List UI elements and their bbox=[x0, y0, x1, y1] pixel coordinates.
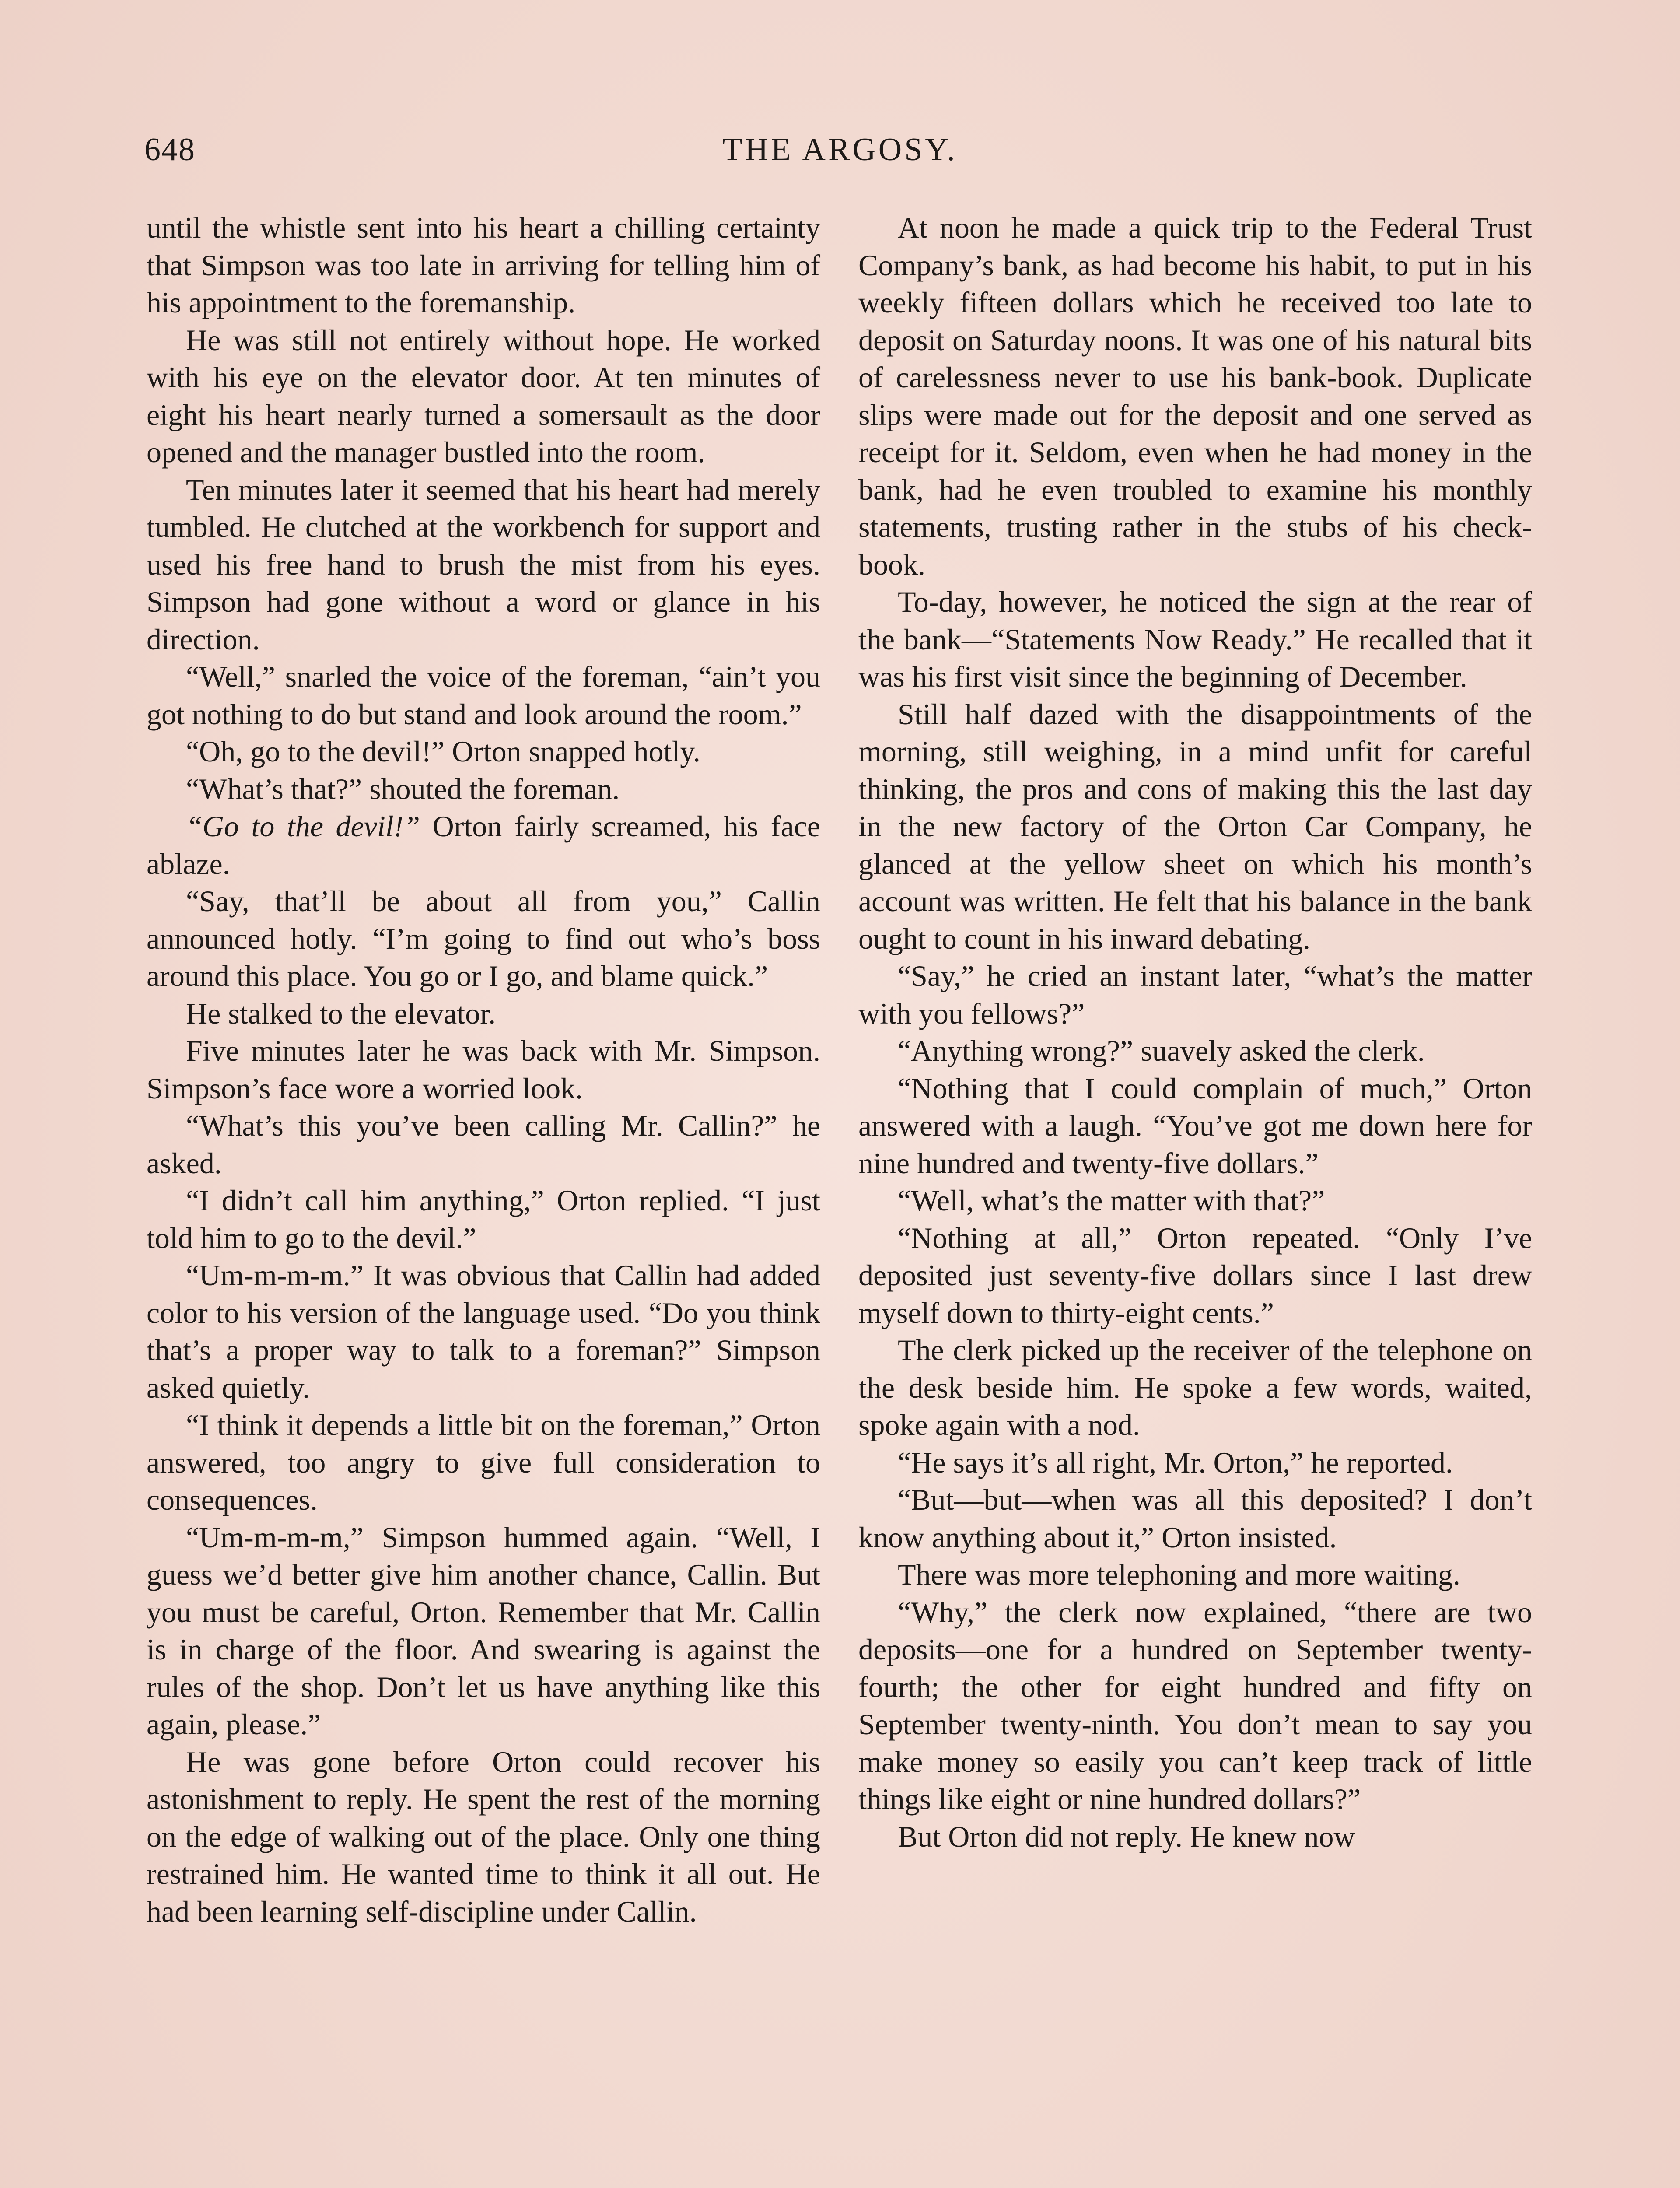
paragraph: “Um-m-m-m.” It was obvious that Callin had added color to his version of the language used. “Do you think that’s a proper way to talk to a foreman?” Simpson asked quietly. bbox=[147, 1259, 820, 1404]
paragraph: “Nothing that I could complain of much,” Orton answered with a laugh. “You’ve got me down here for nine hundred and twenty-five dollars.” bbox=[858, 1071, 1532, 1180]
paragraph: The clerk picked up the receiver of the telephone on the desk beside him. He spoke a few words, waited, spoke again with a nod. bbox=[858, 1333, 1532, 1441]
paragraph: “Well, what’s the matter with that?” bbox=[898, 1184, 1325, 1217]
text-column-left bbox=[147, 209, 820, 1930]
paragraph: At noon he made a quick trip to the Federal Trust Company’s bank, as had become his habit, to put in his weekly fifteen dollars which he received too late to deposit on Saturday noons. It was one of his natural bits of carelessness never to use his bank-book. Duplicate slips were made out for the deposit and one served as receipt for it. Seldom, even when he had money in the bank, had he even troubled to examine his monthly statements, trusting rather in the stubs of his check-book. bbox=[858, 211, 1532, 581]
paragraph: To-day, however, he noticed the sign at the rear of the bank—“Statements Now Ready.” He recalled that it was his first visit since the beginning of December. bbox=[858, 585, 1532, 693]
paragraph: “What’s this you’ve been calling Mr. Callin?” he asked. bbox=[147, 1109, 820, 1180]
paragraph: “Say,” he cried an instant later, “what’s the matter with you fellows?” bbox=[858, 959, 1532, 1030]
paragraph: “Oh, go to the devil!” Orton snapped hotly. bbox=[186, 735, 700, 768]
paragraph: “Um-m-m-m,” Simpson hummed again. “Well, I guess we’d better give him another chance, Callin. But you must be careful, Orton. Remember that Mr. Callin is in charge of the floor. And swearing is against the rules of the shop. Don’t let us have anything like this again, please.” bbox=[147, 1520, 820, 1741]
paragraph: “Nothing at all,” Orton repeated. “Only I’ve deposited just seventy-five dollars since I last drew myself down to thirty-eight cents.” bbox=[858, 1221, 1532, 1329]
paragraph: “I didn’t call him anything,” Orton replied. “I just told him to go to the devil.” bbox=[147, 1184, 820, 1255]
paragraph-continuation: Orton fairly screamed, his face ablaze. bbox=[147, 810, 820, 880]
paragraph: until the whistle sent into his heart a chilling certainty that Simpson was too late in arriving for telling him of his appointment to the foremanship. bbox=[147, 211, 820, 319]
page-number: 648 bbox=[144, 132, 196, 168]
paragraph bbox=[147, 808, 820, 883]
paragraph: He stalked to the elevator. bbox=[186, 996, 496, 1030]
paragraph: “Why,” the clerk now explained, “there are two deposits—one for a hundred on September twenty-fourth; the other for eight hundred and fifty on September twenty-ninth. You don’t mean to say you make money so easily you can’t keep track of little things like eight or nine hundred dollars?” bbox=[858, 1595, 1532, 1816]
paragraph: “But—but—when was all this deposited? I don’t know anything about it,” Orton insisted. bbox=[858, 1483, 1532, 1554]
paragraph: “What’s that?” shouted the foreman. bbox=[186, 772, 620, 806]
paragraph: Still half dazed with the disappointments of the morning, still weighing, in a mind unfit for careful thinking, the pros and cons of making this the last day in the new factory of the Orton Car Company, he glanced at the yellow sheet on which his month’s account was written. He felt that his balance in the bank ought to count in his inward debating. bbox=[858, 697, 1532, 955]
running-head-title: THE ARGOSY. bbox=[722, 132, 958, 168]
paragraph: “Anything wrong?” suavely asked the clerk. bbox=[898, 1034, 1425, 1067]
italic-exclamation: “Go to the devil!” bbox=[186, 810, 420, 843]
paragraph: “He says it’s all right, Mr. Orton,” he reported. bbox=[898, 1445, 1453, 1479]
paragraph: He was gone before Orton could recover his astonishment to reply. He spent the rest of the morning on the edge of walking out of the place. Only one thing restrained him. He wanted time to think it all out. He had been learning self-discipline under Callin. bbox=[147, 1745, 820, 1928]
text-column-right bbox=[858, 209, 1532, 1855]
paragraph: He was still not entirely without hope. He worked with his eye on the elevator door. At ten minutes of eight his heart nearly turned a somersault as the door opened and the manager bustled into the room. bbox=[147, 323, 820, 469]
paragraph: Five minutes later he was back with Mr. Simpson. Simpson’s face wore a worried look. bbox=[147, 1034, 820, 1105]
paragraph: “Well,” snarled the voice of the foreman, “ain’t you got nothing to do but stand and look around the room.” bbox=[147, 660, 820, 731]
page-header bbox=[144, 131, 1536, 179]
paragraph: Ten minutes later it seemed that his heart had merely tumbled. He clutched at the workbench for support and used his free hand to brush the mist from his eyes. Simpson had gone without a word or glance in his direction. bbox=[147, 473, 820, 656]
paragraph: But Orton did not reply. He knew now bbox=[898, 1820, 1355, 1853]
paragraph: “Say, that’ll be about all from you,” Callin announced hotly. “I’m going to find out who’s boss around this place. You go or I go, and blame quick.” bbox=[147, 884, 820, 992]
paragraph: There was more telephoning and more waiting. bbox=[898, 1558, 1460, 1591]
paragraph: “I think it depends a little bit on the foreman,” Orton answered, too angry to give full consideration to consequences. bbox=[147, 1408, 820, 1516]
